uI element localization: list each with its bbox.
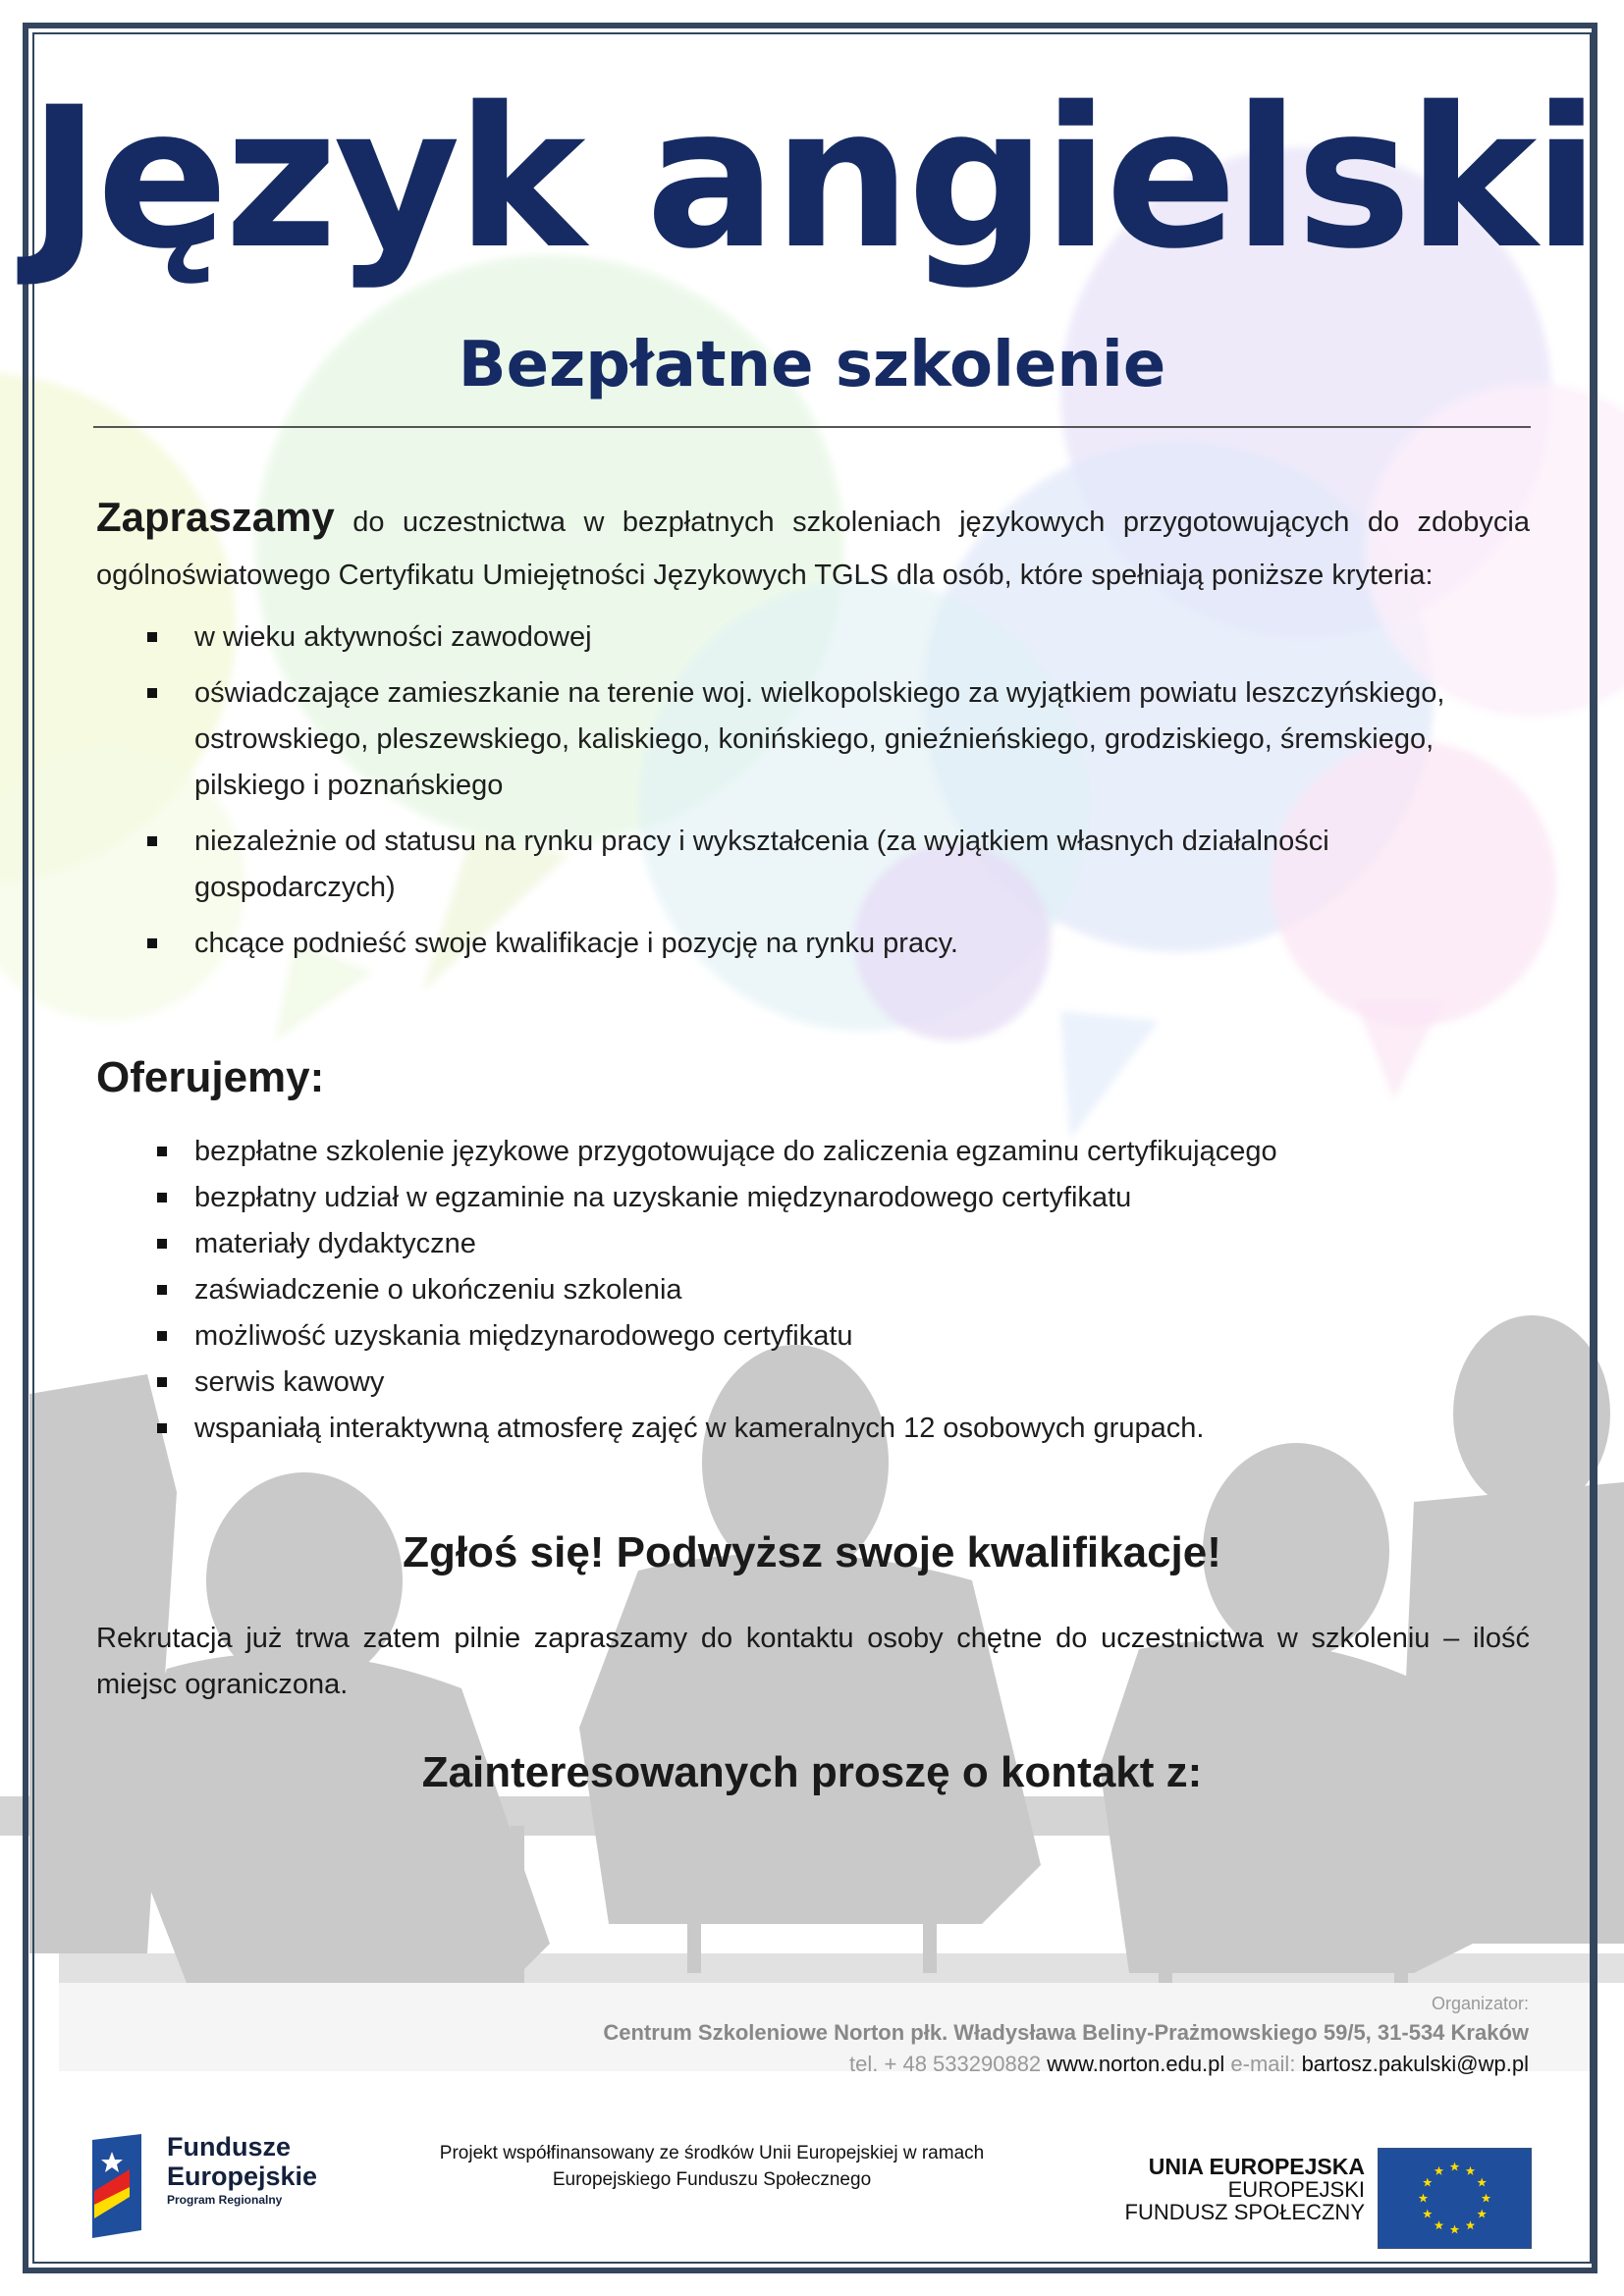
eu-logo-text [1119, 2156, 1365, 2223]
offer-item: materiały dydaktyczne [157, 1221, 1512, 1267]
eu-line1: UNIA EUROPEJSKA [1148, 2154, 1365, 2179]
fundusze-europejskie-logo [90, 2132, 336, 2240]
offer-item: bezpłatny udział w egzaminie na uzyskanie międzynarodowego certyfikatu [157, 1175, 1512, 1221]
organizer-name: Centrum Szkoleniowe Norton płk. Władysława Beliny-Prażmowskiego 59/5, 31-534 Kraków [603, 2020, 1529, 2045]
eu-line3: FUNDUSZ SPOŁECZNY [1124, 2200, 1365, 2224]
offer-item: zaświadczenie o ukończeniu szkolenia [157, 1267, 1512, 1313]
project-note-line1: Projekt współfinansowany ze środków Unii Europejskiej w ramach [439, 2143, 985, 2163]
project-note [403, 2140, 1021, 2193]
eu-flag-icon [1378, 2148, 1532, 2249]
intro-lead: Zapraszamy [96, 494, 335, 540]
divider [93, 426, 1531, 428]
offer-item: wspaniałą interaktywną atmosferę zajęć w kameralnych 12 osobowych grupach. [157, 1406, 1512, 1452]
recruitment-text: Rekrutacja już trwa zatem pilnie zapraszamy do kontaktu osoby chętne do uczestnictwa w szkoleniu – ilość miejsc ograniczona. [96, 1623, 1530, 1700]
criteria-item: niezależnie od statusu na rynku pracy i wykształcenia (za wyjątkiem własnych działalności gospodarczych) [147, 819, 1522, 911]
page-subtitle: Bezpłatne szkolenie [458, 329, 1166, 401]
offer-item: serwis kawowy [157, 1360, 1512, 1406]
criteria-item: chcące podnieść swoje kwalifikacje i pozycję na rynku pracy. [147, 921, 1522, 967]
organizer-email-label: e-mail: [1230, 2052, 1296, 2076]
fe-logo-sub: Program Regionalny [167, 2193, 283, 2207]
eu-line2: EUROPEJSKI [1227, 2177, 1365, 2202]
organizer-website-link[interactable]: www.norton.edu.pl [1047, 2052, 1225, 2076]
criteria-item: oświadczające zamieszkanie na terenie woj. wielkopolskiego za wyjątkiem powiatu leszczyńskiego, ostrowskiego, pleszewskiego, kaliskiego, konińskiego, gnieźnieńskiego, grodziskiego, śremskiego, pilskiego i poznańskiego [147, 670, 1522, 809]
fundusze-europejskie-icon [90, 2132, 159, 2240]
criteria-item: w wieku aktywności zawodowej [147, 614, 1522, 661]
fe-logo-line2: Europejskie [167, 2162, 318, 2191]
criteria-list [147, 614, 1522, 977]
organizer-label: Organizator: [1431, 1994, 1529, 2013]
call-to-action: Zgłoś się! Podwyższ swoje kwalifikacje! [403, 1528, 1221, 1576]
offer-heading: Oferujemy: [96, 1053, 325, 1101]
intro-paragraph [96, 491, 1530, 602]
organizer-phone: tel. + 48 533290882 [849, 2052, 1042, 2076]
project-note-line2: Europejskiego Funduszu Społecznego [552, 2169, 872, 2190]
offer-item: możliwość uzyskania międzynarodowego certyfikatu [157, 1313, 1512, 1360]
fe-logo-line1: Fundusze [167, 2132, 291, 2162]
contact-heading: Zainteresowanych proszę o kontakt z: [421, 1748, 1203, 1796]
organizer-contact [849, 2050, 1529, 2079]
page-title: Język angielski [27, 65, 1597, 292]
offer-list [157, 1129, 1512, 1452]
organizer-email-link[interactable]: bartosz.pakulski@wp.pl [1301, 2052, 1529, 2076]
offer-item: bezpłatne szkolenie językowe przygotowujące do zaliczenia egzaminu certyfikującego [157, 1129, 1512, 1175]
intro-text: do uczestnictwa w bezpłatnych szkoleniach językowych przygotowujących do zdobycia ogólnoświatowego Certyfikatu Umiejętności Językowych TGLS dla osób, które spełniają poniższe kryteria: [96, 507, 1530, 591]
